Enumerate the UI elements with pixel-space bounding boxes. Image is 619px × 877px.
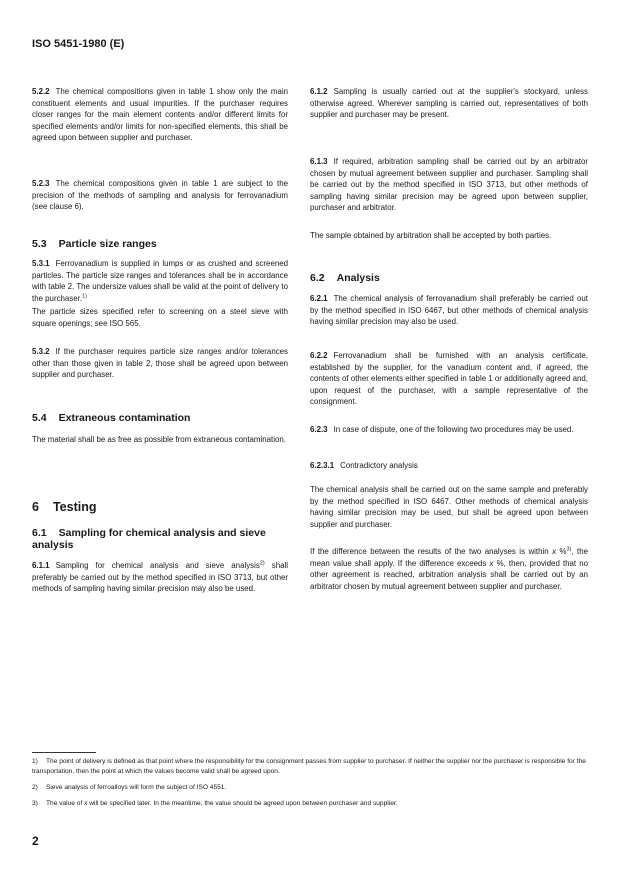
heading-text: Particle size ranges bbox=[58, 238, 157, 250]
paragraph-text: The chemical analysis shall be carried out on the same sample and preferably by the method specified in ISO 6467. Other methods of chemical analysis having similar precision may be used, but shall be agreed upon between supplier and purchaser. bbox=[310, 485, 588, 529]
paragraph-text: The material shall be as free as possible from extraneous contamination. bbox=[32, 435, 286, 444]
paragraph-text: The sample obtained by arbitration shall be accepted by both parties. bbox=[310, 231, 552, 240]
footnote-text: The value of bbox=[46, 800, 85, 807]
heading-5-4 bbox=[32, 412, 288, 424]
paragraph-text: If the difference between the results of the two analyses is within bbox=[310, 547, 553, 556]
heading-number: 6.1 bbox=[32, 527, 47, 539]
clause-6-2-2 bbox=[310, 350, 588, 408]
heading-6-2 bbox=[310, 272, 588, 284]
clause-text: The chemical analysis of ferrovanadium shall preferably be carried out by the method specified in ISO 6467, but other methods of chemical analysis having similar precision may also be used. bbox=[310, 294, 588, 327]
clause-6-1-1 bbox=[32, 560, 288, 595]
footnote-text: Sieve analysis of ferroalloys will form the subject of ISO 4551. bbox=[46, 784, 227, 791]
heading-5-3 bbox=[32, 238, 288, 250]
footnote-ref: 3) bbox=[566, 546, 572, 553]
clause-6-2-1 bbox=[310, 293, 588, 328]
paragraph-sieve bbox=[32, 306, 288, 329]
clause-6-2-3-1 bbox=[310, 460, 588, 472]
clause-number: 5.3.2 bbox=[32, 347, 50, 356]
clause-number: 6.2.1 bbox=[310, 294, 328, 303]
clause-number: 6.2.2 bbox=[310, 351, 328, 360]
heading-text: Testing bbox=[52, 500, 97, 514]
heading-number: 6 bbox=[32, 500, 39, 514]
clause-text: Sampling is usually carried out at the supplier's stockyard, unless otherwise agreed. Wherever sampling is carried out, representatives of both supplier and purchaser may be present. bbox=[310, 87, 588, 120]
paragraph-difference bbox=[310, 546, 588, 592]
footnote-number: 2) bbox=[32, 784, 38, 791]
footnote-1 bbox=[32, 757, 592, 777]
clause-text: The chemical compositions given in table 1 show only the main constituent elements and usual impurities. If the purchaser requires closer ranges for the main element contents and/or different limits for specified elements and/or limits for non-specified elements, this shall be agreed upon between supplier and purchaser. bbox=[32, 87, 288, 143]
footnote-2 bbox=[32, 783, 592, 793]
paragraph-text: % bbox=[556, 547, 567, 556]
footnote-ref: 1) bbox=[82, 293, 87, 300]
heading-6-1 bbox=[32, 527, 277, 551]
clause-6-2-3 bbox=[310, 424, 588, 436]
footnote-number: 3) bbox=[32, 800, 38, 807]
paragraph-contradictory-analysis bbox=[310, 484, 588, 530]
clause-text: If the purchaser requires particle size ranges and/or tolerances other than those given in table 2, those shall be agreed upon between supplier and purchaser. bbox=[32, 347, 288, 380]
clause-number: 6.1.2 bbox=[310, 87, 328, 96]
clause-6-1-2 bbox=[310, 86, 588, 121]
clause-number: 6.1.3 bbox=[310, 157, 328, 166]
clause-6-1-3 bbox=[310, 156, 588, 214]
clause-number: 5.2.3 bbox=[32, 179, 50, 188]
heading-number: 6.2 bbox=[310, 272, 325, 284]
heading-text: Analysis bbox=[336, 272, 380, 284]
variable-x: x bbox=[489, 558, 494, 568]
clause-5-2-2 bbox=[32, 86, 288, 144]
paragraph-text: %, then, provided that no other agreement is reached, arbitration analysis shall be carried out by an arbitrator chosen by mutual agreement between supplier and purchaser. bbox=[310, 558, 589, 591]
variable-x: x bbox=[84, 800, 88, 807]
clause-text: Ferrovanadium shall be furnished with an analysis certificate, established by the supplier, for the vanadium content and, if agreed, the contents of other elements either specified in table 1 or additionally agreed and, upon request of the purchaser, with a sample representative of the consignment. bbox=[310, 351, 588, 407]
clause-text: Ferrovanadium is supplied in lumps or as crushed and screened particles. The particle size ranges and tolerances shall be in accordance with table 2. The undersize values shall be valid at the point of delivery to the purchaser. bbox=[32, 259, 288, 303]
footnote-text: The point of delivery is defined as that point where the responsibility for the consignment passes from supplier to purchaser. If neither the supplier nor the purchaser is responsible for the transportation, then the point at which the values become valid shall be agreed upon. bbox=[32, 758, 586, 775]
clause-text: In case of dispute, one of the following two procedures may be used. bbox=[333, 425, 574, 434]
clause-number: 5.2.2 bbox=[32, 87, 50, 96]
paragraph-arbitration-sample bbox=[310, 230, 588, 242]
clause-number: 5.3.1 bbox=[32, 259, 50, 268]
heading-number: 5.3 bbox=[32, 238, 47, 250]
footnote-text: will be specified later. In the meantime, the value should be agreed upon between purchaser and supplier. bbox=[87, 800, 398, 807]
heading-6 bbox=[32, 500, 288, 514]
footnote-ref: 2) bbox=[259, 560, 265, 567]
clause-text: The chemical compositions given in table 1 are subject to the precision of the methods of sampling and analysis for ferrovanadium (see clause 6). bbox=[32, 179, 288, 212]
heading-text: Sampling for chemical analysis and sieve analysis bbox=[32, 527, 266, 551]
paragraph-contamination bbox=[32, 434, 288, 446]
clause-5-2-3 bbox=[32, 178, 288, 213]
clause-number: 6.1.1 bbox=[32, 561, 50, 570]
clause-text: Sampling for chemical analysis and sieve analysis bbox=[55, 561, 260, 570]
clause-5-3-2 bbox=[32, 346, 288, 381]
paragraph-text: , the mean value shall apply. If the difference exceeds bbox=[310, 547, 588, 568]
paragraph-text: The particle sizes specified refer to screening on a steel sieve with square openings; see ISO 565. bbox=[32, 307, 288, 328]
footnote-3 bbox=[32, 799, 592, 809]
document-header: ISO 5451-1980 (E) bbox=[32, 38, 125, 50]
footnote-number: 1) bbox=[32, 758, 38, 765]
clause-number: 6.2.3 bbox=[310, 425, 328, 434]
variable-x: x bbox=[552, 547, 557, 556]
clause-text: If required, arbitration sampling shall be carried out by an arbitrator chosen by mutual agreement between supplier and purchaser. Sampling shall be carried out by the method specified in ISO 3713, but other methods of sampling having similar precision may be agreed upon between supplier, purchaser and arbitrator. bbox=[310, 157, 588, 213]
heading-text: Extraneous contamination bbox=[58, 412, 191, 424]
heading-number: 5.4 bbox=[32, 412, 47, 424]
page-number: 2 bbox=[32, 834, 39, 848]
clause-text: Contradictory analysis bbox=[340, 461, 418, 470]
clause-number: 6.2.3.1 bbox=[310, 461, 335, 470]
clause-5-3-1 bbox=[32, 258, 288, 304]
footnote-divider bbox=[32, 752, 96, 753]
clause-text: shall preferably be carried out by the method specified in ISO 3713, but other methods of sampling having similar precision may also be used. bbox=[32, 561, 288, 594]
